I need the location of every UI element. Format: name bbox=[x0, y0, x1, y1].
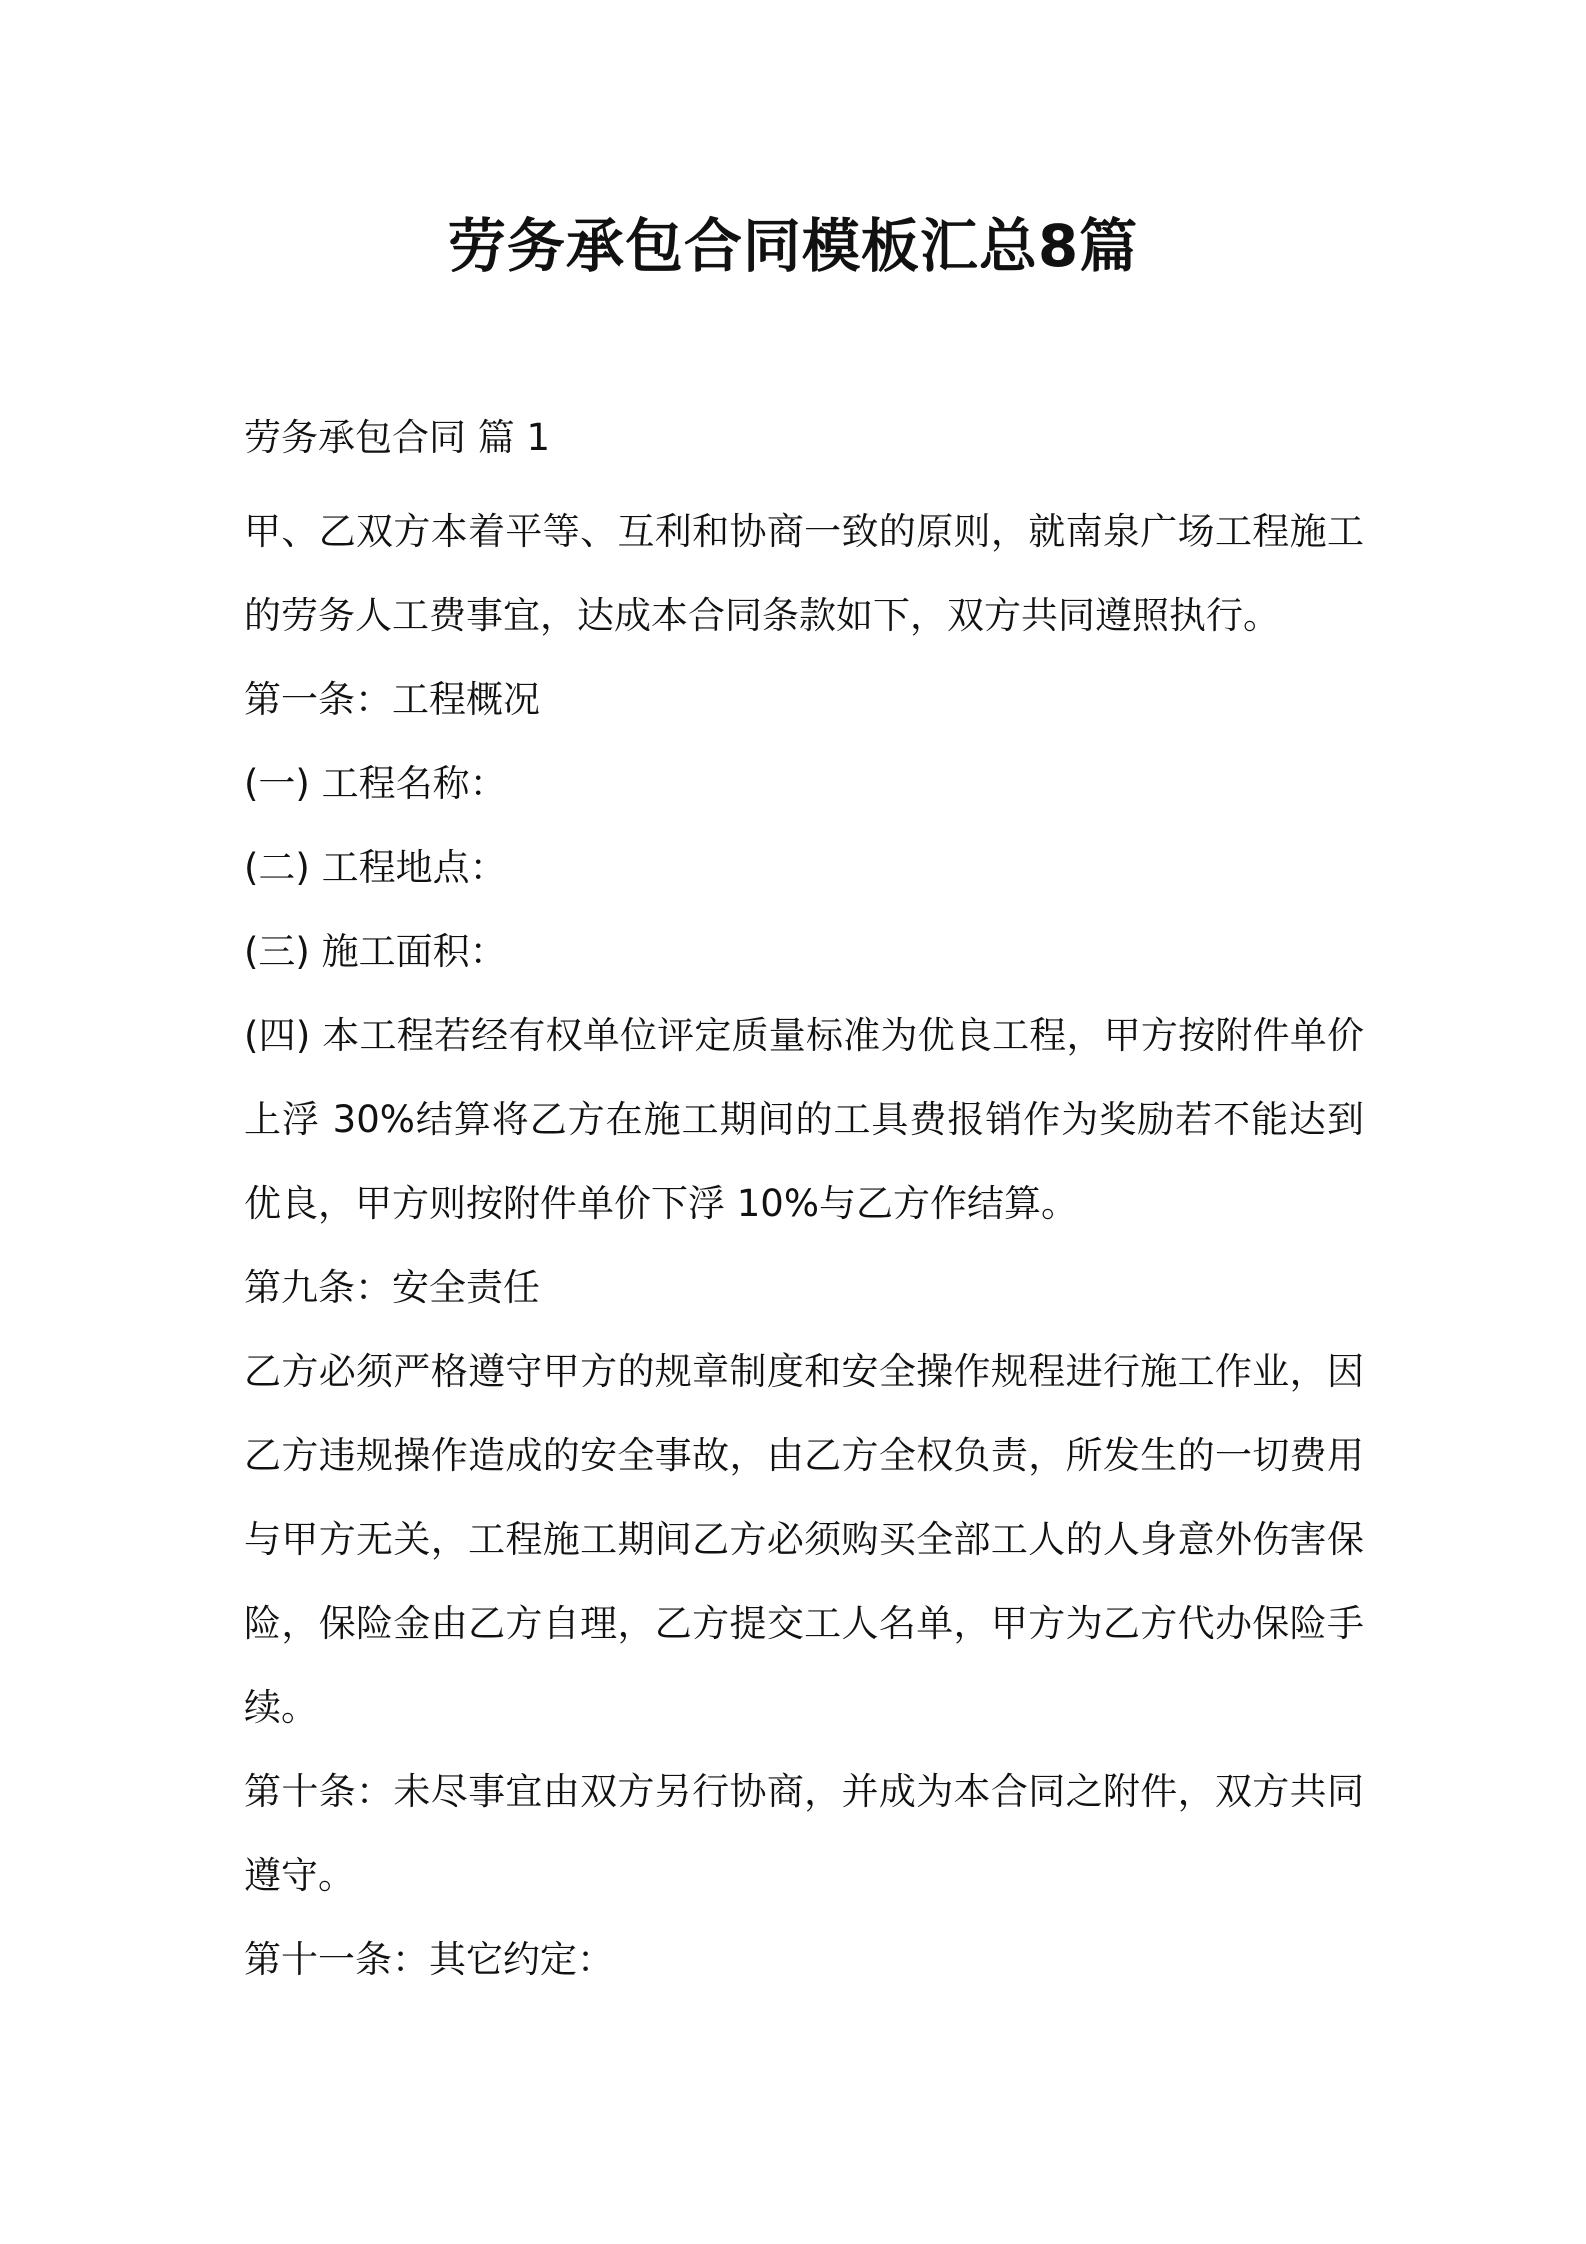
clause-9-body: 乙方必须严格遵守甲方的规章制度和安全操作规程进行施工作业，因乙方违规操作造成的安全事故，由乙方全权负责，所发生的一切费用与甲方无关，工程施工期间乙方必须购买全部工人的人身意外伤害保险，保险金由乙方自理，乙方提交工人名单，甲方为乙方代办保险手续。 bbox=[244, 1350, 1364, 1729]
document-body bbox=[244, 490, 1364, 2002]
clause-item-quality-settlement: (四) 本工程若经有权单位评定质量标准为优良工程，甲方按附件单价上浮 30%结算将乙方在施工期间的工具费报销作为奖励若不能达到优良，甲方则按附件单价下浮 10%与乙方作结算。 bbox=[244, 1014, 1364, 1225]
clause-item-construction-area: (三) 施工面积： bbox=[244, 930, 507, 973]
paragraph-intro: 甲、乙双方本着平等、互利和协商一致的原则，就南泉广场工程施工的劳务人工费事宜，达成本合同条款如下，双方共同遵照执行。 bbox=[244, 510, 1364, 637]
clause-item-project-name: (一) 工程名称： bbox=[244, 762, 507, 805]
clause-1-heading: 第一条：工程概况 bbox=[244, 678, 540, 721]
clause-10: 第十条：未尽事宜由双方另行协商，并成为本合同之附件，双方共同遵守。 bbox=[244, 1770, 1364, 1897]
clause-item-project-location: (二) 工程地点： bbox=[244, 846, 507, 889]
clause-9-heading: 第九条：安全责任 bbox=[244, 1266, 540, 1309]
section-heading: 劳务承包合同 篇 1 bbox=[244, 416, 551, 459]
clause-11-heading: 第十一条：其它约定： bbox=[244, 1938, 614, 1981]
document-title: 劳务承包合同模板汇总8篇 bbox=[447, 212, 1139, 280]
